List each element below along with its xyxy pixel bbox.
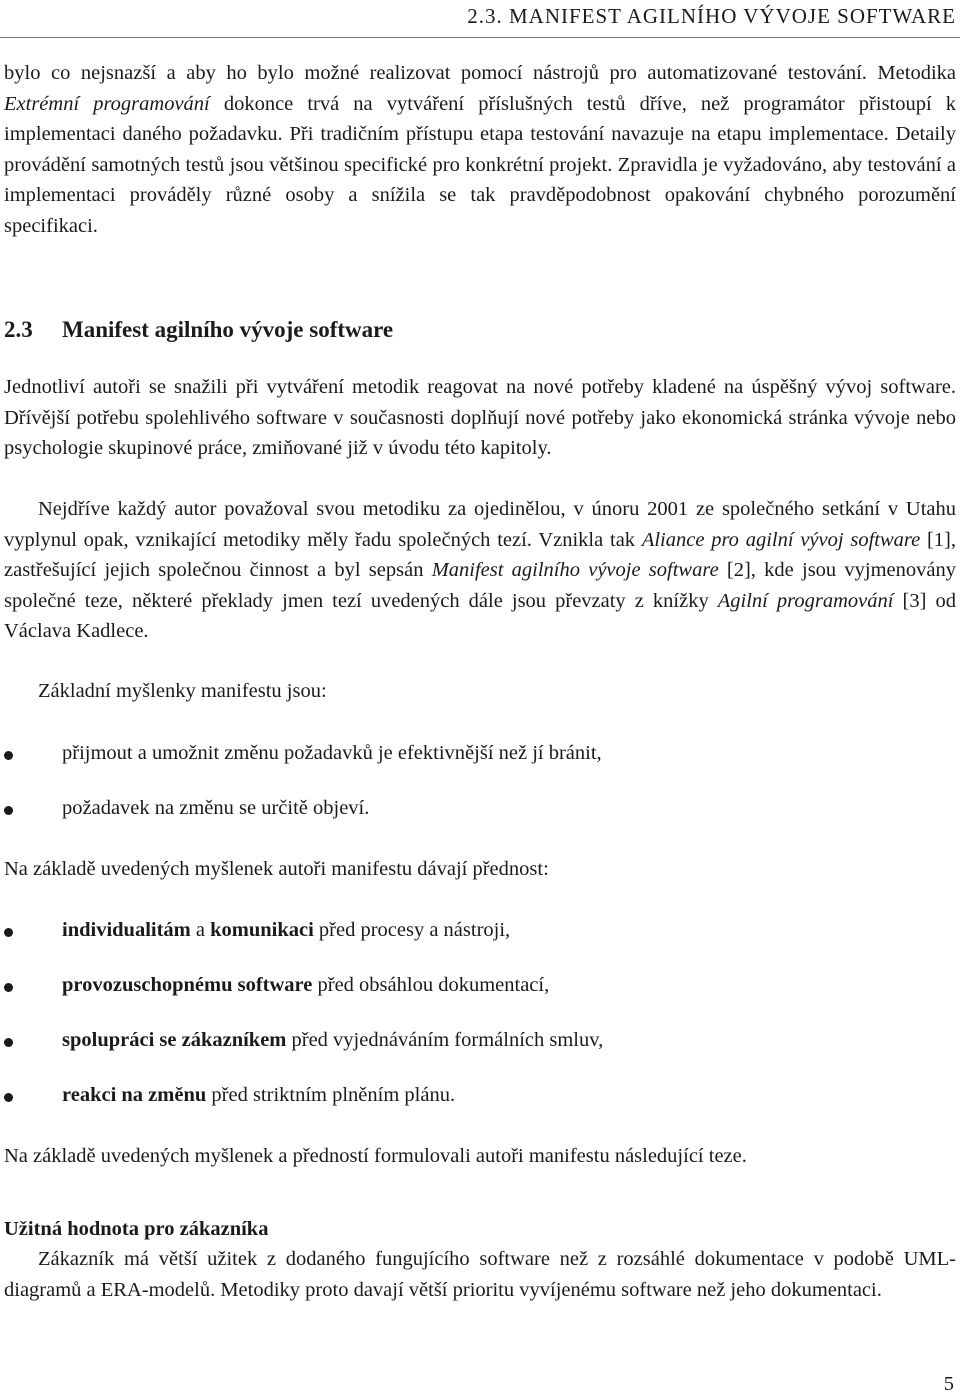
list-item-text: a	[190, 919, 211, 941]
paragraph-theses-lead: Na základě uvedených myšlenek a předností formulovali autoři manifestu následující teze.	[4, 1145, 747, 1167]
list-item-text: před obsáhlou dokumentací,	[312, 974, 550, 996]
list-basic-ideas	[4, 738, 956, 848]
bullet-icon	[4, 806, 13, 815]
bullet-icon	[4, 928, 13, 937]
bold-term: komunikaci	[210, 919, 314, 941]
header-rule	[0, 37, 960, 38]
list-item-text: před vyjednáváním formálních smluv,	[286, 1029, 604, 1051]
paragraph-text: [3] od Václava Kadlece.	[4, 589, 957, 642]
list-item	[4, 1025, 956, 1080]
bold-term: spolupráci se zákazníkem	[62, 1029, 287, 1051]
bold-term: provozuschopnému software	[62, 974, 313, 996]
paragraph-text: bylo co nejsnazší a aby ho bylo možné realizovat pomocí nástrojů pro automatizované testování. Metodika	[4, 62, 956, 84]
emphasis-manifesto: Manifest agilního vývoje software	[431, 559, 719, 581]
paragraph-text: [2], kde jsou vyjmenovány společné teze, některé překlady jmen tezí uvedených dále jsou převzaty z knížky	[4, 559, 957, 612]
paragraph-testing	[4, 58, 956, 241]
list-item-text: před striktním plněním plánu.	[206, 1084, 456, 1106]
emphasis-extreme-programming: Extrémní programování	[4, 92, 210, 115]
bold-term: individualitám	[62, 919, 191, 941]
list-item	[4, 793, 956, 848]
paragraph-text: dokonce trvá na vytváření příslušných testů dříve, než programátor přistoupí k implementaci daného požadavku. Při tradičním přístupu etapa testování navazuje na etapu implementace. Detaily provádění samotných testů jsou většinou specifické pro konkrétní projekt. Zpravidla je vyžadováno, aby testování a implementaci prováděly různé osoby a snížila se tak pravděpodobnost opakování chybného porozumění specifikaci.	[4, 92, 957, 237]
emphasis-alliance: Aliance pro agilní vývoj software	[641, 528, 921, 551]
paragraph-preferences-lead: Na základě uvedených myšlenek autoři manifestu dávají přednost:	[4, 858, 549, 880]
paragraph-text: Nejdříve každý autor považoval svou metodiku za ojedinělou, v únoru 2001 ze společného setkání v Utahu vyplynul opak, vznikající metodiky měly řadu společných tezí. Vznikla tak	[4, 498, 956, 551]
list-item-text: přijmout a umožnit změnu požadavků je efektivnější než jí bránit,	[62, 742, 602, 764]
list-item	[4, 915, 956, 970]
subsection-title: Užitná hodnota pro zákazníka	[4, 1218, 269, 1240]
list-item-text: před procesy a nástroji,	[313, 919, 511, 941]
paragraph-ideas-lead: Základní myšlenky manifestu jsou:	[38, 680, 327, 702]
bullet-icon	[4, 751, 13, 760]
paragraph-intro: Jednotliví autoři se snažili při vytváření metodik reagovat na nové potřeby kladené na úspěšný vývoj software. Dřívější potřebu spolehlivého software v současnosti doplňují nové potřeby jako ekonomická stránka vývoje nebo psychologie skupinové práce, zmiňované již v úvodu této kapitoly.	[4, 376, 956, 459]
bold-term: reakci na změnu	[62, 1084, 207, 1106]
section-number: 2.3	[4, 317, 33, 342]
paragraph-customer-value: Zákazník má větší užitek z dodaného fungujícího software než z rozsáhlé dokumentace v podobě UML-diagramů a ERA-modelů. Metodiky proto davají větší prioritu vyvíjenému software než jeho dokumentaci.	[4, 1248, 956, 1301]
section-heading	[4, 314, 393, 346]
section-title: Manifest agilního vývoje software	[62, 317, 394, 342]
bullet-icon	[4, 1038, 13, 1047]
list-item	[4, 1080, 956, 1135]
page-number: 5	[943, 1373, 954, 1395]
paragraph-text: [1], zastřešující jejich společnou činnost a byl sepsán	[4, 528, 957, 581]
bullet-icon	[4, 1093, 13, 1102]
list-preferences	[4, 915, 956, 1135]
list-item	[4, 970, 956, 1025]
running-header: 2.3. MANIFEST AGILNÍHO VÝVOJE SOFTWARE	[467, 4, 956, 28]
list-item	[4, 738, 956, 793]
paragraph-history	[4, 494, 956, 647]
bullet-icon	[4, 983, 13, 992]
emphasis-book: Agilní programování	[717, 589, 894, 612]
list-item-text: požadavek na změnu se určitě objeví.	[62, 797, 370, 819]
